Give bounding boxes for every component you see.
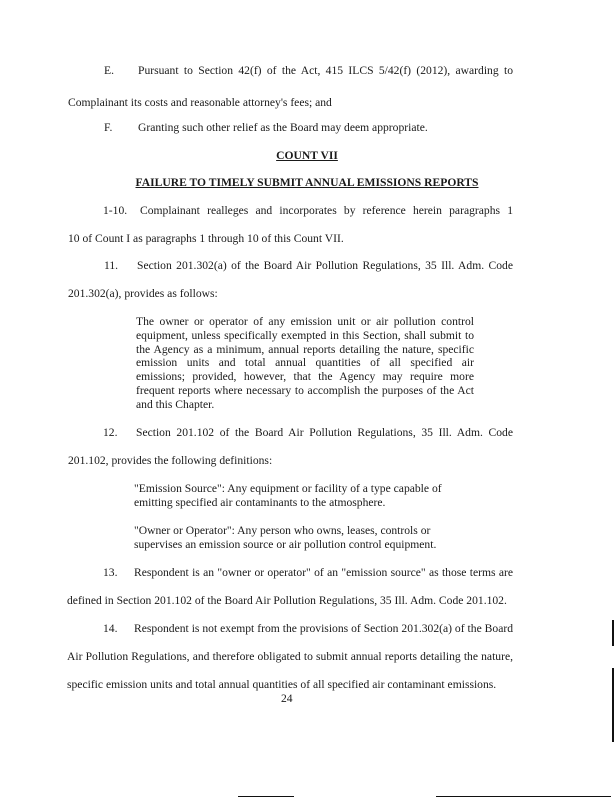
item-label: F.: [104, 121, 113, 134]
item-label: E.: [104, 64, 114, 77]
text-line: 201.302(a), provides as follows:: [68, 287, 218, 300]
quote-line: and this Chapter.: [136, 398, 215, 411]
quote-line: the Agency as a minimum, annual reports detailing the nature, specific: [136, 343, 474, 356]
text-line: 201.102, provides the following definitions:: [68, 454, 273, 467]
quote-line: frequent reports where necessary to accomplish the purposes of the Act: [136, 384, 474, 397]
paragraph-number: 11.: [104, 259, 119, 272]
quote-line: emissions; provided, however, that the Agency may require more: [136, 370, 474, 383]
paragraph-number: 1-10.: [103, 204, 128, 217]
text-line: Pursuant to Section 42(f) of the Act, 415 ILCS 5/42(f) (2012), awarding to: [138, 64, 513, 77]
count-subheading: FAILURE TO TIMELY SUBMIT ANNUAL EMISSIONS REPORTS: [135, 176, 479, 189]
text-line: Complainant realleges and incorporates by reference herein paragraphs 1: [140, 204, 513, 217]
text-line: specific emission units and total annual quantities of all specified air contaminant emissions.: [67, 678, 497, 691]
definition-line: supervises an emission source or air pollution control equipment.: [134, 538, 437, 551]
text-line: Section 201.302(a) of the Board Air Pollution Regulations, 35 Ill. Adm. Code: [137, 259, 513, 272]
text-line: Section 201.102 of the Board Air Pollution Regulations, 35 Ill. Adm. Code: [136, 426, 513, 439]
definition-line: "Owner or Operator": Any person who owns, leases, controls or: [134, 524, 431, 537]
definition-line: emitting specified air contaminants to the atmosphere.: [134, 496, 386, 509]
paragraph-number: 13.: [103, 566, 118, 579]
text-line: Respondent is not exempt from the provisions of Section 201.302(a) of the Board: [134, 622, 513, 635]
text-line: Respondent is an "owner or operator" of an "emission source" as those terms are: [134, 566, 513, 579]
paragraph-number: 14.: [103, 622, 118, 635]
count-heading: COUNT VII: [276, 149, 338, 162]
text-line: 10 of Count I as paragraphs 1 through 10 of this Count VII.: [68, 232, 344, 245]
quote-line: emission units and total annual quantities of all specified air: [136, 356, 474, 369]
text-line: Complainant its costs and reasonable attorney's fees; and: [68, 96, 332, 109]
scan-artifact: [436, 796, 611, 797]
paragraph-number: 12.: [103, 426, 118, 439]
text-line: Granting such other relief as the Board may deem appropriate.: [138, 121, 428, 134]
text-line: Air Pollution Regulations, and therefore obligated to submit annual reports detailing the nature,: [67, 650, 513, 663]
scan-artifact: [238, 796, 294, 797]
quote-line: The owner or operator of any emission unit or air pollution control: [136, 315, 474, 328]
page-number: 24: [281, 692, 293, 705]
text-line: defined in Section 201.102 of the Board Air Pollution Regulations, 35 Ill. Adm. Code 201.102.: [67, 594, 507, 607]
quote-line: equipment, unless specifically exempted in this Section, shall submit to: [136, 329, 474, 342]
definition-line: "Emission Source": Any equipment or facility of a type capable of: [134, 482, 442, 495]
